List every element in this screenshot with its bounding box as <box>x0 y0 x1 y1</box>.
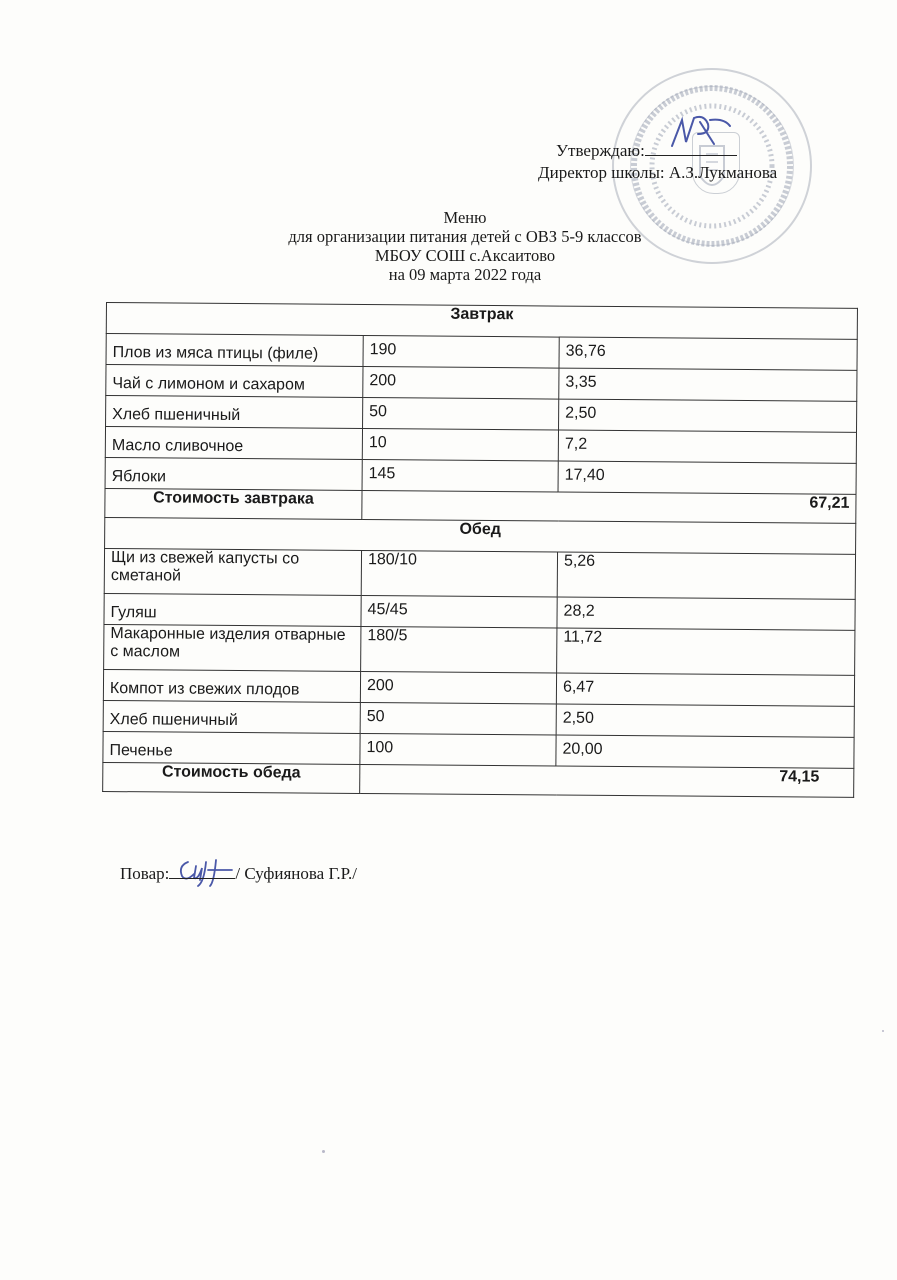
table-row <box>104 624 855 675</box>
dish-qty: 200 <box>360 672 556 705</box>
approve-label: Утверждаю: <box>556 141 645 160</box>
dish-price: 2,50 <box>556 704 854 737</box>
dish-name: Компот из свежих плодов <box>103 669 360 702</box>
lunch-section-title: Обед <box>105 517 856 554</box>
dish-qty: 145 <box>362 460 558 493</box>
dish-qty: 190 <box>363 336 559 369</box>
dish-price: 17,40 <box>558 461 856 494</box>
signature-line <box>645 141 737 156</box>
breakfast-section-title: Завтрак <box>106 303 857 340</box>
cook-label: Повар: <box>120 864 170 883</box>
cook-signature-line <box>169 864 235 879</box>
dish-name: Хлеб пшеничный <box>103 700 360 733</box>
menu-date: на 09 марта 2022 года <box>388 265 542 284</box>
dish-price: 5,26 <box>557 552 855 599</box>
dish-price: 3,35 <box>559 368 857 401</box>
dish-name: Чай с лимоном и сахаром <box>106 365 363 398</box>
dish-qty: 200 <box>363 367 559 400</box>
dish-qty: 180/10 <box>361 551 557 598</box>
table-row <box>104 548 855 599</box>
dish-qty: 10 <box>362 429 558 462</box>
breakfast-total-value: 67,21 <box>362 491 856 524</box>
lunch-total-value: 74,15 <box>360 765 854 798</box>
scan-speck <box>882 1030 884 1032</box>
menu-table <box>102 302 858 798</box>
dish-price: 36,76 <box>559 337 857 370</box>
dish-name: Щи из свежей капусты со сметаной <box>104 548 361 595</box>
lunch-total-label: Стоимость обеда <box>103 762 360 793</box>
dish-price: 20,00 <box>556 735 854 768</box>
dish-name: Печенье <box>103 731 360 764</box>
dish-name: Хлеб пшеничный <box>106 396 363 429</box>
dish-qty: 180/5 <box>361 627 557 674</box>
cook-block <box>120 864 357 884</box>
menu-title: Меню <box>443 208 487 227</box>
dish-qty: 45/45 <box>361 596 557 629</box>
dish-price: 11,72 <box>557 628 855 675</box>
dish-name: Гуляш <box>104 593 361 626</box>
school-name: МБОУ СОШ с.Аксаитово <box>374 246 556 265</box>
menu-subtitle: для организации питания детей с ОВЗ 5-9 классов <box>288 227 642 246</box>
dish-name: Плов из мяса птицы (филе) <box>106 334 363 367</box>
menu-header <box>240 208 690 284</box>
dish-price: 7,2 <box>558 430 856 463</box>
dish-price: 6,47 <box>556 673 854 706</box>
dish-price: 28,2 <box>557 597 855 630</box>
approval-block <box>538 140 777 184</box>
dish-qty: 50 <box>363 398 559 431</box>
dish-price: 2,50 <box>559 399 857 432</box>
dish-name: Масло сливочное <box>105 427 362 460</box>
director-label: Директор школы: А.З.Лукманова <box>538 163 778 182</box>
dish-name: Макаронные изделия отварные с маслом <box>104 624 361 671</box>
lunch-total-row <box>103 762 854 797</box>
dish-qty: 100 <box>360 734 556 767</box>
scan-speck <box>322 1150 325 1153</box>
dish-qty: 50 <box>360 703 556 736</box>
breakfast-total-label: Стоимость завтрака <box>105 488 362 519</box>
dish-name: Яблоки <box>105 457 362 490</box>
cook-name: / Суфиянова Г.Р./ <box>235 864 357 883</box>
